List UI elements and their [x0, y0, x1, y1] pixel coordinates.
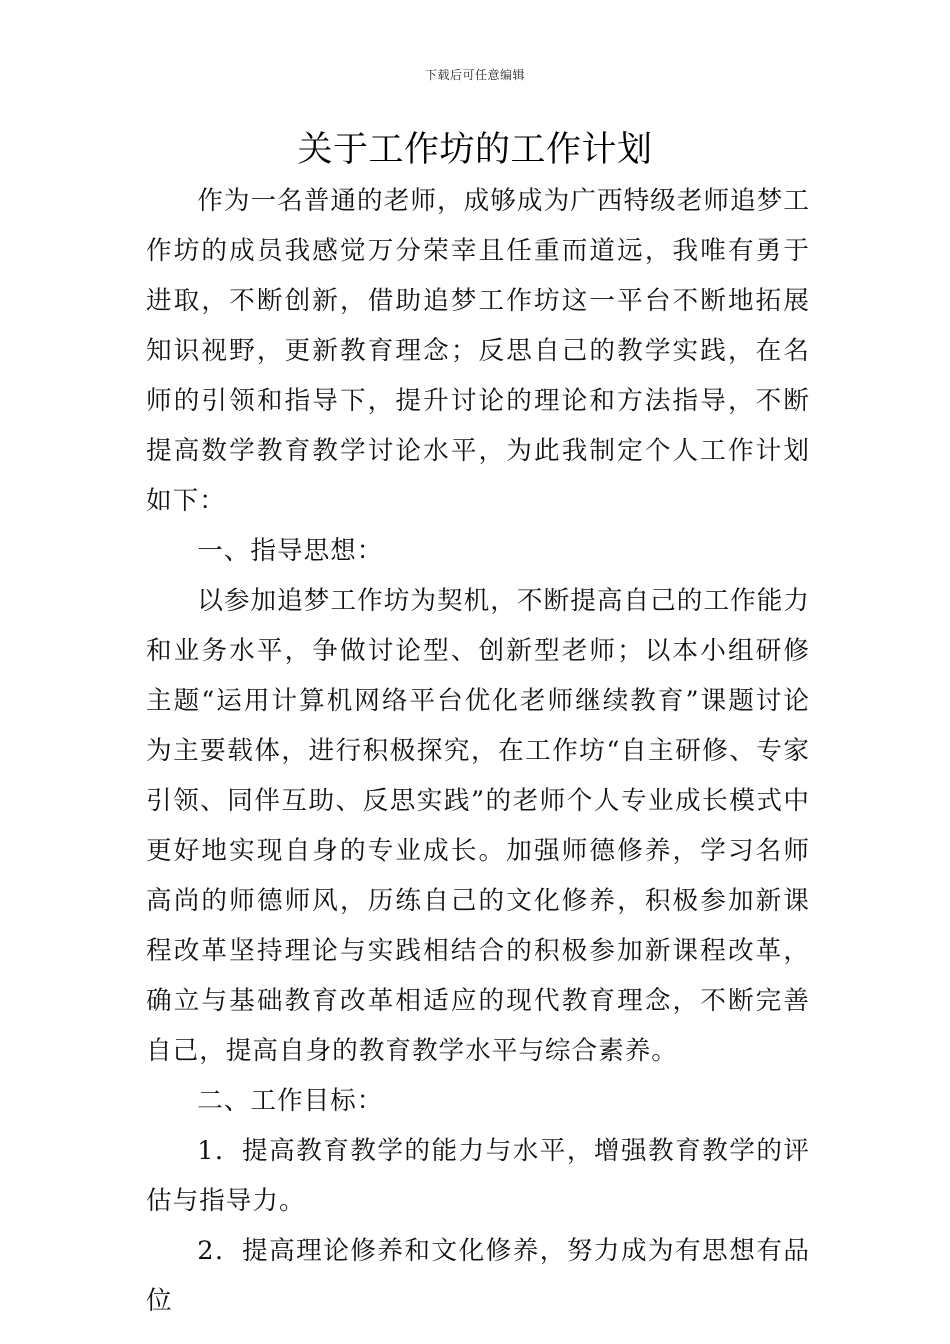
intro-paragraph: 作为一名普通的老师，成够成为广西特级老师追梦工作坊的成员我感觉万分荣幸且任重而道远，我唯有勇于进取，不断创新，借助追梦工作坊这一平台不断地拓展知识视野，更新教育理念；反思自己的教学实践，在名师的引领和指导下，提升讨论的理论和方法指导，不断提高数学教育教学讨论水平，为此我制定个人工作计划如下： [146, 186, 810, 516]
section2-heading: 二、工作目标： [197, 1086, 384, 1116]
header-note: 下载后可任意编辑 [424, 68, 525, 82]
section2-item-2: 2．提高理论修养和文化修养，努力成为有思想有品位 [146, 1236, 810, 1316]
section1-heading: 一、指导思想： [197, 536, 384, 566]
section1-paragraph: 以参加追梦工作坊为契机，不断提高自己的工作能力和业务水平，争做讨论型、创新型老师；以本小组研修主题“运用计算机网络平台优化老师继续教育”课题讨论为主要载体，进行积极探究，在工作坊“自主研修、专家引领、同伴互助、反思实践”的老师个人专业成长模式中更好地实现自身的专业成长。加强师德修养，学习名师高尚的师德师风，历练自己的文化修养，积极参加新课程改革坚持理论与实践相结合的积极参加新课程改革，确立与基础教育改革相适应的现代教育理念，不断完善自己，提高自身的教育教学水平与综合素养。 [146, 586, 810, 1066]
section2-item-1: 1．提高教育教学的能力与水平，增强教育教学的评估与指导力。 [146, 1136, 810, 1216]
document-body [146, 176, 810, 1326]
document-title: 关于工作坊的工作计划 [297, 130, 653, 170]
